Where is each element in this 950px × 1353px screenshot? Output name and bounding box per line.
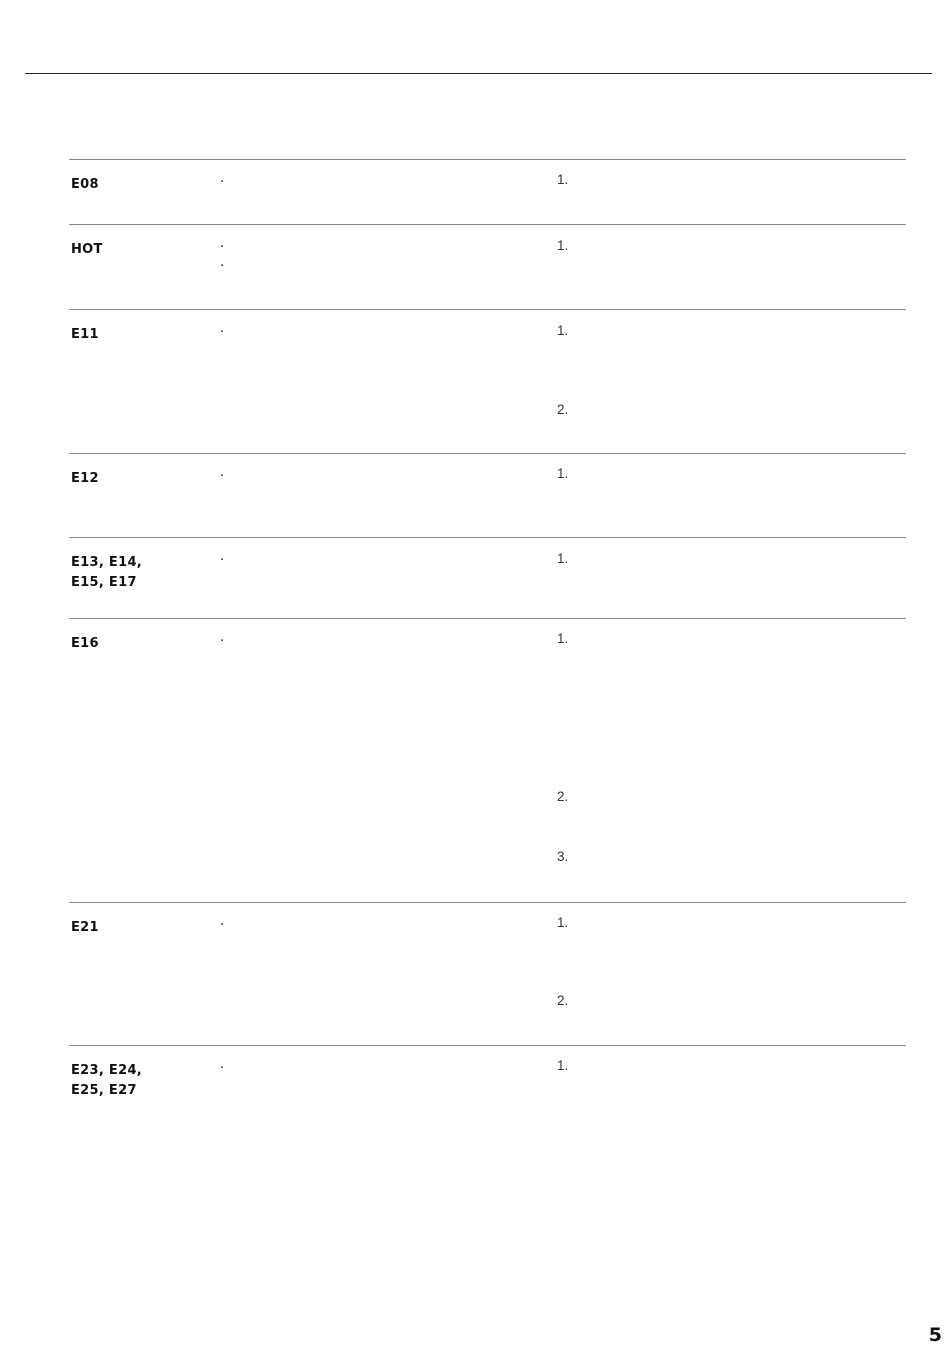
error-code: HOT bbox=[71, 242, 103, 257]
error-code-line: E15, E17 bbox=[71, 575, 137, 590]
cause-list bbox=[220, 467, 520, 486]
cause-bullet: · bbox=[220, 325, 225, 340]
table-row bbox=[69, 309, 906, 453]
error-code-line: E23, E24, bbox=[71, 1063, 143, 1078]
error-code: E11 bbox=[71, 327, 99, 342]
step-number: 1. bbox=[557, 238, 569, 253]
step-number: 2. bbox=[557, 402, 569, 417]
table-row bbox=[69, 537, 906, 618]
error-code: E08 bbox=[71, 177, 99, 192]
table-row bbox=[69, 224, 906, 309]
cause-bullet: · bbox=[220, 1061, 225, 1076]
cause-list bbox=[220, 916, 520, 935]
table-row bbox=[69, 902, 906, 1045]
step-number: 2. bbox=[557, 789, 569, 804]
cause-list bbox=[220, 238, 520, 276]
table-row bbox=[69, 1045, 906, 1125]
table-row bbox=[69, 618, 906, 902]
error-code-table bbox=[69, 159, 906, 1125]
cause-bullet: · bbox=[220, 634, 225, 649]
cause-list bbox=[220, 173, 520, 192]
cause-bullet: · bbox=[220, 553, 225, 568]
top-rule bbox=[25, 73, 932, 74]
page-number: 5 bbox=[928, 1324, 942, 1346]
step-number: 1. bbox=[557, 172, 569, 187]
table-row bbox=[69, 453, 906, 537]
step-number: 1. bbox=[557, 323, 569, 338]
step-number: 1. bbox=[557, 551, 569, 566]
error-code: E12 bbox=[71, 471, 99, 486]
cause-list bbox=[220, 323, 520, 342]
step-number: 1. bbox=[557, 915, 569, 930]
error-code bbox=[71, 1061, 181, 1101]
table-row bbox=[69, 159, 906, 224]
cause-bullet: · bbox=[220, 175, 225, 190]
error-code bbox=[71, 553, 181, 593]
error-code-line: E25, E27 bbox=[71, 1083, 137, 1098]
step-number: 3. bbox=[557, 849, 569, 864]
step-number: 1. bbox=[557, 466, 569, 481]
cause-list bbox=[220, 551, 520, 570]
error-code: E16 bbox=[71, 636, 99, 651]
error-code: E21 bbox=[71, 920, 99, 935]
cause-bullet: · bbox=[220, 240, 225, 255]
step-number: 1. bbox=[557, 631, 569, 646]
cause-bullet: · bbox=[220, 259, 225, 274]
step-number: 2. bbox=[557, 993, 569, 1008]
cause-bullet: · bbox=[220, 918, 225, 933]
cause-list bbox=[220, 632, 520, 651]
cause-list bbox=[220, 1059, 520, 1078]
step-number: 1. bbox=[557, 1058, 569, 1073]
error-code-line: E13, E14, bbox=[71, 555, 143, 570]
cause-bullet: · bbox=[220, 469, 225, 484]
